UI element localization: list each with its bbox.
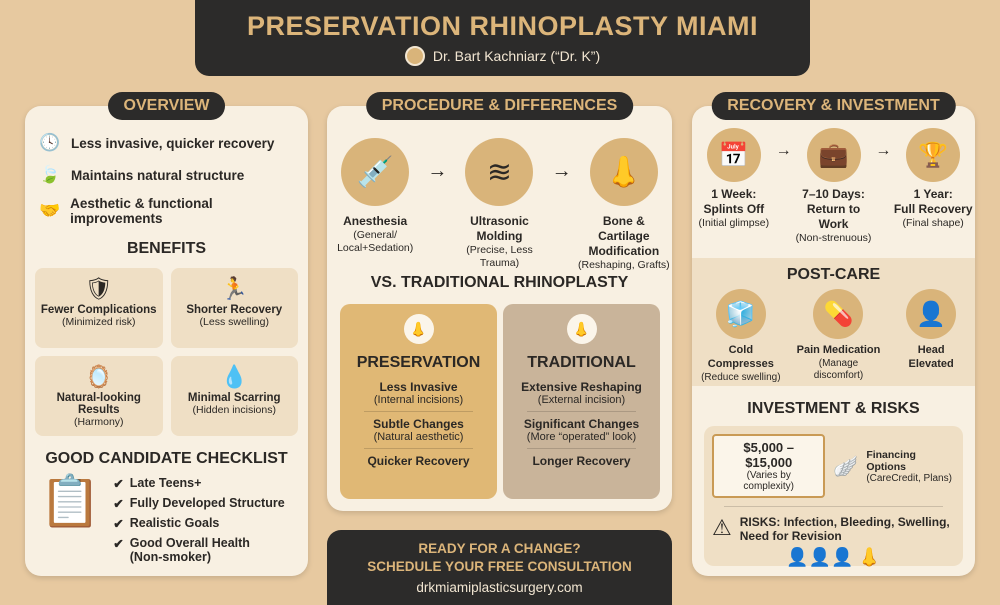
- postcare-title: Elevated: [908, 357, 954, 370]
- benefit-title: Fewer Complications: [40, 304, 157, 316]
- card-item-sub: (External incision): [537, 394, 626, 406]
- preservation-card: [340, 304, 497, 499]
- cta-banner[interactable]: [327, 530, 672, 605]
- postcare-item: [891, 289, 971, 384]
- check-icon: ✔: [113, 477, 124, 491]
- postcare-item: [793, 289, 883, 384]
- benefit-sub: (Minimized risk): [62, 316, 136, 328]
- timeline-step: [792, 128, 876, 245]
- arrow-right-icon: →: [427, 160, 448, 182]
- traditional-card: [503, 304, 660, 499]
- investment-heading: INVESTMENT & RISKS: [747, 400, 920, 417]
- syringe-icon: 💉: [341, 138, 409, 206]
- benefit-card: [171, 356, 299, 436]
- card-title: PRESERVATION: [356, 354, 481, 371]
- check-icon: ✔: [113, 497, 124, 511]
- step-sub: (General/ Local+Sedation): [337, 229, 414, 255]
- overview-panel: [25, 97, 308, 576]
- arrow-right-icon: →: [551, 160, 572, 182]
- check-icon: ✔: [113, 537, 124, 551]
- clipboard-icon: 📋: [39, 473, 102, 529]
- benefit-card: [35, 268, 163, 348]
- recovery-heading: RECOVERY & INVESTMENT: [711, 92, 955, 120]
- card-item: Longer Recovery: [532, 454, 631, 468]
- ice-pack-icon: 🧊: [716, 289, 766, 339]
- postcare-item: [696, 289, 786, 384]
- risk-icons: [712, 547, 955, 568]
- timeline-step: [891, 128, 975, 245]
- recovery-panel: [692, 97, 975, 576]
- checklist-item: [113, 516, 284, 531]
- benefit-sub: (Hidden incisions): [192, 404, 276, 416]
- arrow-right-icon: →: [775, 142, 792, 159]
- timeline-title: 7–10 Days:: [802, 187, 865, 201]
- checklist-text: Realistic Goals: [129, 516, 220, 530]
- timeline-title: Return to Work: [806, 202, 861, 231]
- benefit-sub: (Harmony): [73, 416, 124, 428]
- checklist-text: Late Teens+: [129, 476, 202, 490]
- risks-text: RISKS: Infection, Bleeding, Swelling, Need for Revision: [739, 515, 950, 543]
- benefits-heading: BENEFITS: [126, 240, 207, 257]
- shield-check-icon: 🛡: [84, 276, 113, 301]
- benefit-title: Minimal Scarring: [187, 392, 281, 404]
- checklist-item: [113, 476, 284, 491]
- waves-icon: ≋: [465, 138, 533, 206]
- medication-icon: 💊: [813, 289, 863, 339]
- header: [195, 0, 810, 76]
- card-title: TRADITIONAL: [527, 354, 636, 371]
- card-item-sub: (Natural aesthetic): [373, 431, 464, 443]
- timeline-sub: (Initial glimpse): [698, 217, 770, 229]
- price-sub: (Varies by complexity): [743, 470, 794, 492]
- handshake-icon: 🤝: [39, 201, 61, 220]
- benefit-sub: (Less swelling): [199, 316, 269, 328]
- step-sub: (Precise, Less Trauma): [466, 244, 533, 270]
- postcare-heading: POST-CARE: [786, 266, 881, 283]
- page-title: PRESERVATION RHINOPLASTY MIAMI: [246, 11, 759, 41]
- briefcase-icon: 💼: [807, 128, 861, 182]
- card-item: Significant Changes: [523, 417, 640, 431]
- nose-scalpel-icon: 👃: [590, 138, 658, 206]
- benefit-title: Shorter Recovery: [186, 304, 283, 316]
- financing: Financing Options: [866, 448, 916, 473]
- mirror-icon: 🪞: [85, 364, 113, 389]
- step-title: Bone & Cartilage Modification: [588, 214, 660, 258]
- card-item-sub: (Internal incisions): [373, 394, 464, 406]
- card-item: Subtle Changes: [373, 417, 464, 431]
- checklist-item: [113, 536, 284, 564]
- nose-icon: 👃: [404, 314, 434, 344]
- nose-icon: 👃: [567, 314, 597, 344]
- postcare-sub: (Manage discomfort): [813, 357, 864, 382]
- vs-heading: VS. TRADITIONAL RHINOPLASTY: [370, 274, 629, 291]
- clock-icon: 🕓: [39, 133, 61, 152]
- calendar-icon: 📅: [707, 128, 761, 182]
- procedure-heading: PROCEDURE & DIFFERENCES: [366, 92, 634, 120]
- doctor-name: Dr. Bart Kachniarz (“Dr. K”): [432, 48, 601, 64]
- website-link[interactable]: drkmiamiplasticsurgery.com: [416, 580, 583, 596]
- step-title: Anesthesia: [343, 214, 408, 228]
- step-sub: (Reshaping, Grafts): [578, 259, 670, 271]
- overview-item: Less invasive, quicker recovery: [71, 135, 275, 151]
- person-icon: 👤👤👤: [786, 547, 854, 567]
- investment-box: [704, 426, 963, 566]
- postcare-title: Pain Medication: [796, 344, 881, 356]
- arrow-right-icon: →: [875, 142, 892, 159]
- doctor-avatar-icon: [405, 46, 425, 66]
- timeline-title: 1 Year:: [913, 187, 953, 201]
- nose-icon: 👃: [858, 547, 881, 567]
- timeline-title: Splints Off: [703, 202, 765, 216]
- benefit-card: [171, 268, 299, 348]
- card-item-sub: (More “operated” look): [526, 431, 637, 443]
- card-item: Quicker Recovery: [367, 454, 470, 468]
- postcare-title: Cold Compresses: [707, 344, 774, 370]
- head-icon: 👤: [906, 289, 956, 339]
- wings-icon: 🪽: [833, 455, 859, 478]
- timeline-sub: (Non-strenuous): [795, 232, 872, 244]
- timeline-step: [692, 128, 776, 245]
- procedure-step: [327, 138, 423, 272]
- procedure-step: [451, 138, 547, 272]
- check-icon: ✔: [113, 517, 124, 531]
- overview-item: Maintains natural structure: [71, 167, 245, 183]
- checklist-item: [113, 496, 284, 511]
- card-item: Less Invasive: [379, 380, 458, 394]
- benefit-card: [35, 356, 163, 436]
- financing-sub: (CareCredit, Plans): [866, 472, 952, 484]
- cta-line2: SCHEDULE YOUR FREE CONSULTATION: [367, 558, 632, 574]
- droplet-icon: 💧: [220, 364, 248, 389]
- cta-line1: READY FOR A CHANGE?: [418, 541, 581, 556]
- checklist-heading: GOOD CANDIDATE CHECKLIST: [45, 450, 288, 467]
- postcare-title: Head: [917, 344, 945, 356]
- benefit-title: Natural-looking Results: [56, 392, 141, 416]
- warning-icon: ⚠: [712, 515, 732, 540]
- leaf-icon: 🍃: [39, 165, 61, 184]
- price-box: [712, 434, 825, 498]
- trophy-icon: 🏆: [906, 128, 960, 182]
- procedure-panel: [327, 97, 672, 511]
- price: $5,000 – $15,000: [743, 440, 794, 470]
- checklist-text: Fully Developed Structure: [129, 496, 285, 510]
- postcare-section: [692, 258, 975, 386]
- running-icon: 🏃: [220, 276, 248, 301]
- postcare-sub: (Reduce swelling): [701, 371, 781, 383]
- card-item: Extensive Reshaping: [521, 380, 642, 394]
- timeline-title: 1 Week:: [711, 187, 757, 201]
- step-title: Ultrasonic Molding: [470, 214, 529, 243]
- overview-heading: OVERVIEW: [108, 92, 226, 120]
- checklist-text: Good Overall Health (Non-smoker): [129, 536, 250, 564]
- timeline-title: Full Recovery: [893, 202, 973, 216]
- procedure-step: [576, 138, 672, 272]
- overview-item: Aesthetic & functional improvements: [70, 196, 213, 226]
- timeline-sub: (Final shape): [902, 217, 964, 229]
